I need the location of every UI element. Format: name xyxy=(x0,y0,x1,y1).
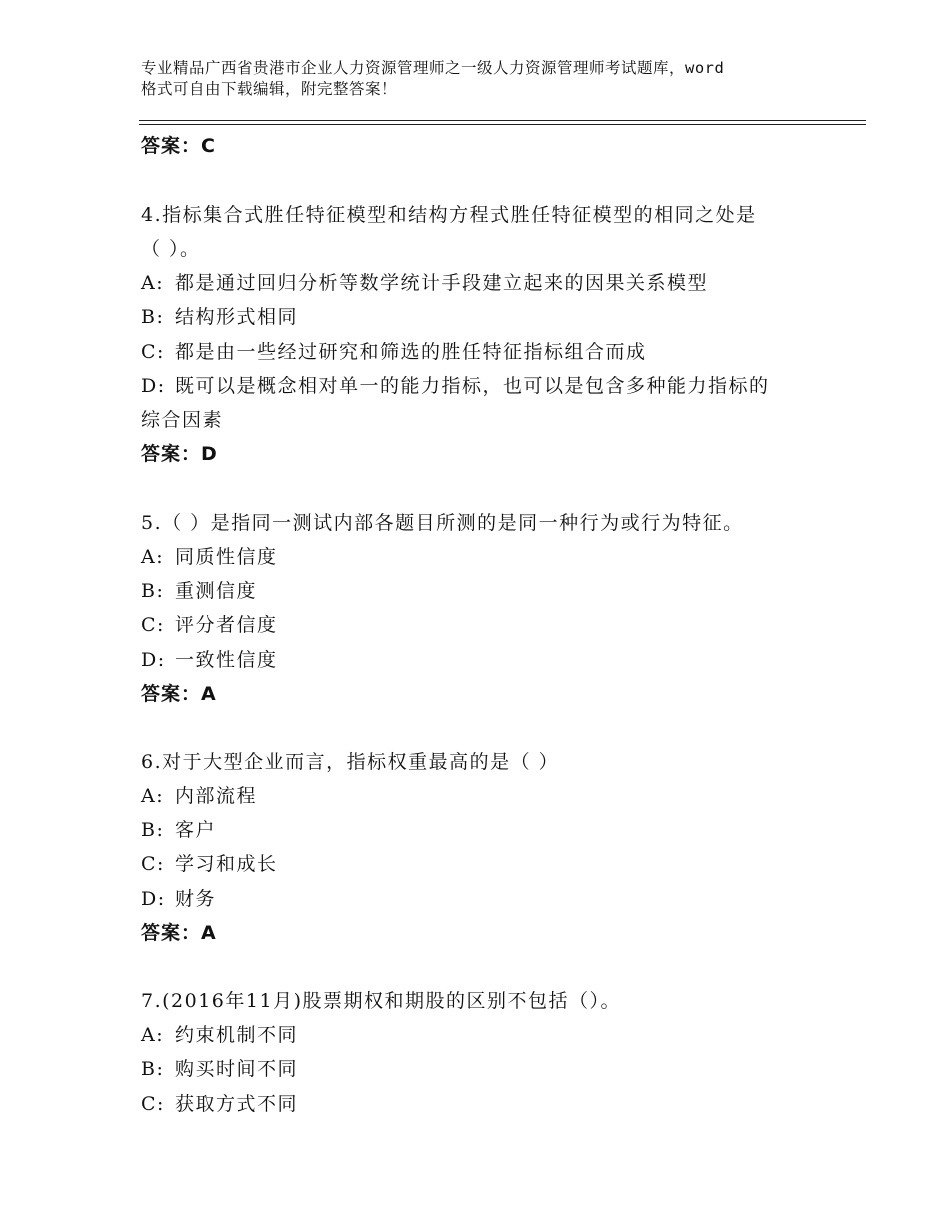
option-letter: A: xyxy=(141,272,165,294)
answer-q6: 答案：A xyxy=(141,922,217,944)
question-6-option-b xyxy=(141,815,216,842)
option-letter: B: xyxy=(141,819,165,841)
option-letter: B: xyxy=(141,306,165,328)
option-text: 既可以是概念相对单一的能力指标，也可以是包含多种能力指标的 xyxy=(175,375,770,397)
option-text: 约束机制不同 xyxy=(175,1024,299,1046)
option-text: 客户 xyxy=(175,819,217,841)
header-line-2: 格式可自由下载编辑，附完整答案！ xyxy=(141,80,398,98)
document-header xyxy=(141,58,831,100)
question-4-option-d xyxy=(141,371,770,398)
question-7-option-a xyxy=(141,1020,298,1047)
question-4-option-c xyxy=(141,337,647,364)
answer-q5: 答案：A xyxy=(141,683,217,705)
question-7-stem: 7.(2016年11月)股票期权和期股的区别不包括（）。 xyxy=(141,990,621,1012)
option-text: 学习和成长 xyxy=(175,853,278,875)
question-5-option-c xyxy=(141,610,278,637)
header-line-1: 专业精品广西省贵港市企业人力资源管理师之一级人力资源管理师考试题库，word xyxy=(141,59,725,77)
question-6-option-a xyxy=(141,781,257,808)
option-text: 结构形式相同 xyxy=(175,306,299,328)
option-letter: A: xyxy=(141,785,165,807)
question-6-option-d xyxy=(141,884,216,911)
option-letter: C: xyxy=(141,853,165,875)
option-text: 内部流程 xyxy=(175,785,258,807)
question-4-option-d-cont: 综合因素 xyxy=(141,409,224,431)
question-4-option-b xyxy=(141,302,298,329)
option-letter: B: xyxy=(141,1058,165,1080)
option-letter: C: xyxy=(141,341,165,363)
answer-q3: 答案：C xyxy=(141,135,216,157)
answer-q4: 答案：D xyxy=(141,443,218,465)
option-letter: C: xyxy=(141,614,165,636)
question-6-option-c xyxy=(141,849,278,876)
option-letter: B: xyxy=(141,580,165,602)
option-text: 购买时间不同 xyxy=(175,1058,299,1080)
question-5-option-d xyxy=(141,645,278,672)
question-6-stem: 6.对于大型企业而言，指标权重最高的是（ ） xyxy=(141,751,560,773)
question-5-stem: 5.（ ）是指同一测试内部各题目所测的是同一种行为或行为特征。 xyxy=(141,512,744,534)
option-letter: D: xyxy=(141,375,166,397)
option-letter: D: xyxy=(141,649,166,671)
option-text: 评分者信度 xyxy=(175,614,278,636)
question-4-option-a xyxy=(141,268,708,295)
header-divider-top xyxy=(139,120,866,121)
option-text: 一致性信度 xyxy=(175,649,278,671)
option-text: 都是通过回归分析等数学统计手段建立起来的因果关系模型 xyxy=(175,272,709,294)
question-5-option-b xyxy=(141,576,257,603)
option-letter: C: xyxy=(141,1093,165,1115)
question-4-stem: 4.指标集合式胜任特征模型和结构方程式胜任特征模型的相同之处是 xyxy=(141,204,757,226)
option-text: 财务 xyxy=(175,888,217,910)
option-text: 都是由一些经过研究和筛选的胜任特征指标组合而成 xyxy=(175,341,647,363)
header-divider-bottom xyxy=(139,124,866,125)
question-5-option-a xyxy=(141,542,278,569)
option-text: 重测信度 xyxy=(175,580,258,602)
question-4-stem-cont: （ ）。 xyxy=(141,238,201,260)
option-letter: D: xyxy=(141,888,166,910)
option-letter: A: xyxy=(141,546,165,568)
question-7-option-b xyxy=(141,1054,298,1081)
question-7-option-c xyxy=(141,1089,298,1116)
option-text: 获取方式不同 xyxy=(175,1093,299,1115)
option-text: 同质性信度 xyxy=(175,546,278,568)
option-letter: A: xyxy=(141,1024,165,1046)
